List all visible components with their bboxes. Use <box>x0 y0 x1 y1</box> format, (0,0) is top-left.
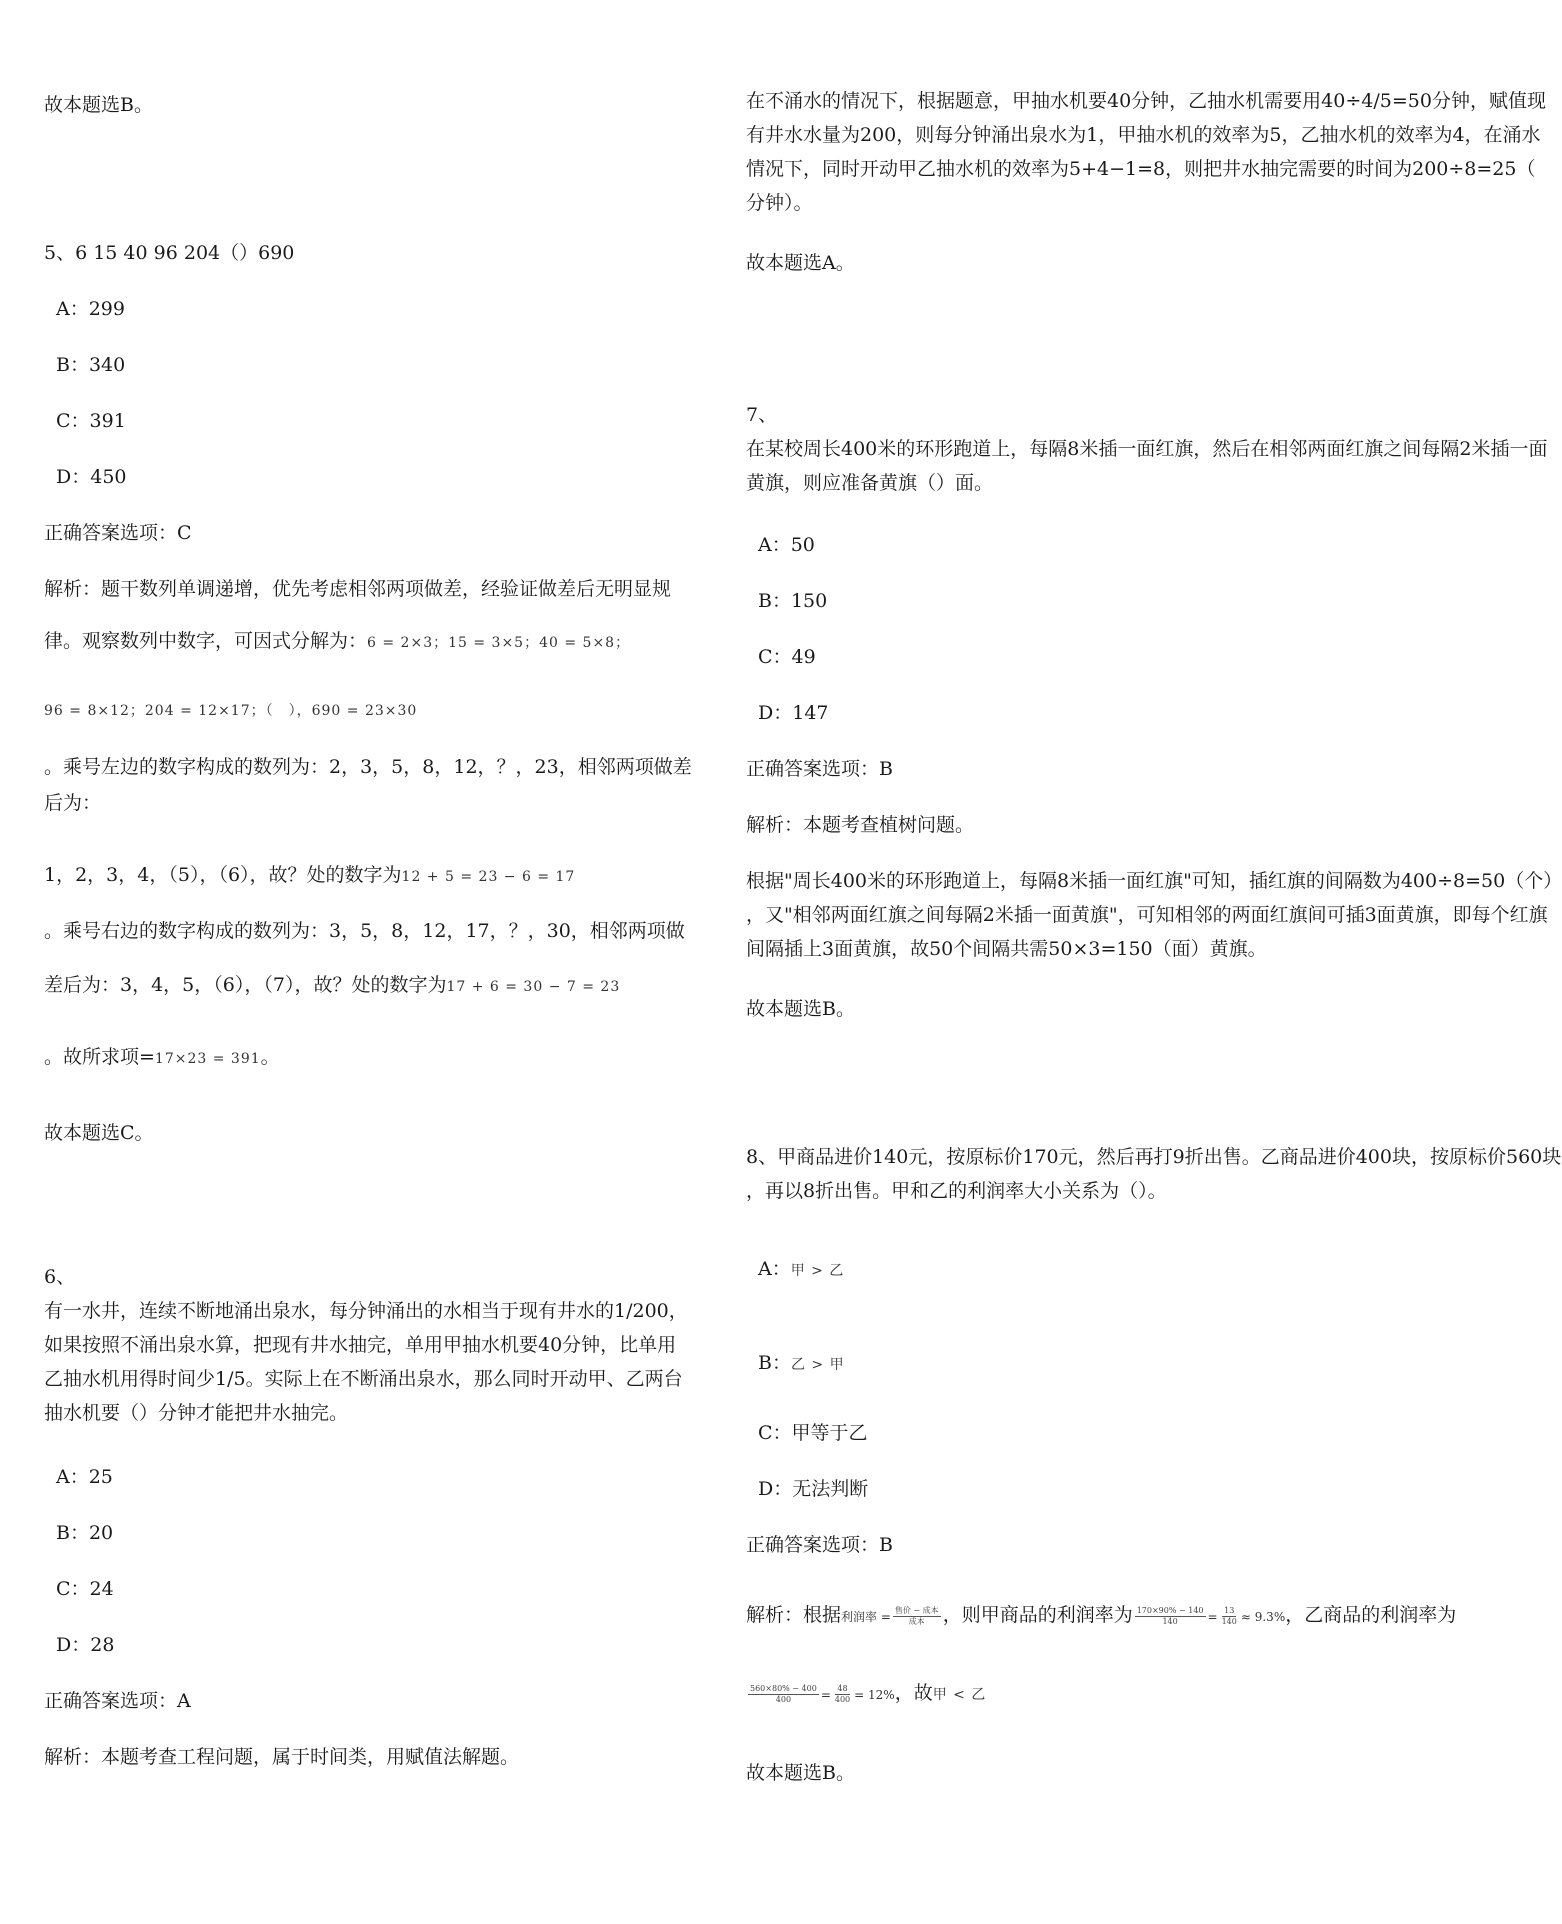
q7-stem-line1: 在某校周长400米的环形跑道上，每隔8米插一面红旗，然后在相邻两面红旗之间每隔2米插一面 <box>746 438 1548 460</box>
q7-option-b: B：150 <box>758 590 828 612</box>
q6-cont-line2: 有井水水量为200，则每分钟涌出泉水为1，甲抽水机的效率为5，乙抽水机的效率为4，在涌水 <box>746 124 1541 146</box>
q7-stem-line2: 黄旗，则应准备黄旗（）面。 <box>746 472 994 494</box>
q5-factor-formula-2: 96 = 8×12；204 = 12×17；（ ），690 = 23×30 <box>44 703 418 719</box>
q8-formula-label: 利润率 = <box>841 1610 891 1624</box>
q8-jia-den: 140 <box>1162 1616 1178 1626</box>
q5-option-d: D：450 <box>56 466 127 488</box>
q6-stem-line2: 如果按照不涌出泉水算，把现有井水抽完，单用甲抽水机要40分钟，比单用 <box>44 1334 677 1356</box>
q8-jia-approx: ≈ 9.3% <box>1240 1610 1286 1624</box>
q7-analysis-intro: 解析：本题考查植树问题。 <box>746 814 975 836</box>
q8-option-a <box>758 1252 844 1288</box>
q5-final-formula: 17×23 = 391 <box>154 1051 261 1067</box>
q8-jia-frac-den: 140 <box>1221 1616 1237 1626</box>
q8-stem-line2: ，再以8折出售。甲和乙的利润率大小关系为（）。 <box>746 1180 1167 1202</box>
q5-analysis-line1: 解析：题干数列单调递增，优先考虑相邻两项做差，经验证做差后无明显规 <box>44 578 672 600</box>
q8-jia-eq: = <box>1207 1610 1218 1624</box>
q6-option-d: D：28 <box>56 1634 115 1656</box>
q5-analysis-line6 <box>44 858 575 894</box>
q8-yi-frac-num: 48 <box>837 1683 848 1693</box>
q5-conclusion: 故本题选C。 <box>44 1122 154 1144</box>
q8-jia-num: 170×90% − 140 <box>1136 1605 1204 1615</box>
q7-option-a: A：50 <box>758 534 815 556</box>
q8-yi-num: 560×80% − 400 <box>750 1683 817 1693</box>
q8-option-a-math: 甲 > 乙 <box>790 1263 845 1279</box>
q8-profit-formula-den: 成本 <box>908 1616 925 1626</box>
q8-conclusion: 故本题选B。 <box>746 1762 855 1784</box>
q8-analysis-line1 <box>746 1598 1456 1634</box>
q8-yi-formula <box>748 1684 819 1705</box>
q5-answer: 正确答案选项：C <box>44 522 192 544</box>
q6-stem-line4: 抽水机要（）分钟才能把井水抽完。 <box>44 1402 349 1424</box>
q6-cont-line4: 分钟）。 <box>746 192 813 214</box>
q5-analysis-line9-text: 。故所求项= <box>44 1046 155 1068</box>
q5-factor-formula-1: 6 = 2×3；15 = 3×5；40 = 5×8； <box>367 635 631 651</box>
q5-stem: 5、6 15 40 96 204（）690 <box>44 242 295 264</box>
q7-option-d: D：147 <box>758 702 829 724</box>
q8-analysis-text1: 解析：根据 <box>746 1604 842 1626</box>
q6-conclusion: 故本题选A。 <box>746 252 855 274</box>
q5-left-result-formula: 12 + 5 = 23 − 6 = 17 <box>401 869 576 885</box>
q8-analysis-math4: 甲 < 乙 <box>932 1687 987 1703</box>
q8-yi-den: 400 <box>775 1694 792 1704</box>
q6-cont-line3: 情况下，同时开动甲乙抽水机的效率为5+4−1=8，则把井水抽完需要的时间为200÷8=25（ <box>746 158 1536 180</box>
q5-analysis-line4: 。乘号左边的数字构成的数列为：2，3，5，8，12，？，23，相邻两项做差 <box>44 756 692 778</box>
q8-jia-frac <box>1220 1606 1239 1627</box>
q5-analysis-line8-text: 差后为：3，4，5，（6），（7），故？处的数字为 <box>44 974 447 996</box>
q5-analysis-line6-text: 1，2，3，4，（5），（6），故？处的数字为 <box>44 864 402 886</box>
q5-analysis-line3 <box>44 692 417 728</box>
q5-analysis-line9 <box>44 1040 280 1076</box>
q8-yi-eq: = <box>820 1688 831 1702</box>
q8-yi-frac-den: 400 <box>834 1694 851 1704</box>
q6-cont-line1: 在不涌水的情况下，根据题意，甲抽水机要40分钟，乙抽水机需要用40÷4/5=50分钟，赋值现 <box>746 90 1546 112</box>
q8-answer: 正确答案选项：B <box>746 1534 893 1556</box>
q5-analysis-line2 <box>44 624 630 660</box>
q8-option-b <box>758 1346 845 1382</box>
q8-stem-line1: 8、甲商品进价140元，按原标价170元，然后再打9折出售。乙商品进价400块，按原标价560块 <box>746 1146 1562 1168</box>
q8-analysis-text2: ，则甲商品的利润率为 <box>942 1604 1133 1626</box>
q7-option-c: C：49 <box>758 646 816 668</box>
q8-yi-result: = 12% <box>854 1688 895 1702</box>
q8-analysis-text4: ，故 <box>894 1682 933 1704</box>
q5-analysis-line9-end: 。 <box>260 1046 280 1068</box>
q5-right-result-formula: 17 + 6 = 30 − 7 = 23 <box>446 979 621 995</box>
q8-yi-frac <box>833 1684 852 1705</box>
q6-number: 6、 <box>44 1266 76 1288</box>
q5-analysis-line7: 。乘号右边的数字构成的数列为：3，5，8，12，17，？，30，相邻两项做 <box>44 920 685 942</box>
q8-jia-frac-num: 13 <box>1224 1605 1235 1615</box>
q5-analysis-line5: 后为： <box>44 792 102 814</box>
q8-option-a-label: A： <box>758 1258 791 1280</box>
q8-jia-formula <box>1135 1606 1206 1627</box>
q6-option-b: B：20 <box>56 1522 114 1544</box>
q7-analysis-line3: 间隔插上3面黄旗，故50个间隔共需50×3=150（面）黄旗。 <box>746 938 1267 960</box>
q8-analysis-text3: ，乙商品的利润率为 <box>1285 1604 1457 1626</box>
q7-conclusion: 故本题选B。 <box>746 998 855 1020</box>
q8-profit-formula <box>893 1606 941 1627</box>
q8-analysis-line2 <box>746 1676 986 1712</box>
q5-analysis-line8 <box>44 968 620 1004</box>
q5-option-b: B：340 <box>56 354 126 376</box>
q6-answer: 正确答案选项：A <box>44 1690 191 1712</box>
q6-analysis: 解析：本题考查工程问题，属于时间类，用赋值法解题。 <box>44 1746 520 1768</box>
q7-analysis-line2: ，又"相邻两面红旗之间每隔2米插一面黄旗"，可知相邻的两面红旗间可插3面黄旗，即每个红旗 <box>746 904 1548 926</box>
q5-analysis-line2-text: 律。观察数列中数字，可因式分解为： <box>44 630 368 652</box>
q6-option-c: C：24 <box>56 1578 114 1600</box>
q6-stem-line1: 有一水井，连续不断地涌出泉水，每分钟涌出的水相当于现有井水的1/200， <box>44 1300 688 1322</box>
q8-profit-formula-num: 售价 − 成本 <box>894 1605 939 1615</box>
q8-option-b-math: 乙 > 甲 <box>790 1357 845 1373</box>
q6-option-a: A：25 <box>56 1466 113 1488</box>
q7-number: 7、 <box>746 404 778 426</box>
q5-option-c: C：391 <box>56 410 126 432</box>
q6-stem-line3: 乙抽水机用得时间少1/5。实际上在不断涌出泉水，那么同时开动甲、乙两台 <box>44 1368 683 1390</box>
q8-option-b-label: B： <box>758 1352 791 1374</box>
q7-analysis-line1: 根据"周长400米的环形跑道上，每隔8米插一面红旗"可知，插红旗的间隔数为400÷8=50（个） <box>746 870 1562 892</box>
q7-answer: 正确答案选项：B <box>746 758 893 780</box>
q8-option-c: C：甲等于乙 <box>758 1422 868 1444</box>
q8-option-d: D：无法判断 <box>758 1478 869 1500</box>
q4-conclusion: 故本题选B。 <box>44 94 153 116</box>
q5-option-a: A：299 <box>56 298 125 320</box>
